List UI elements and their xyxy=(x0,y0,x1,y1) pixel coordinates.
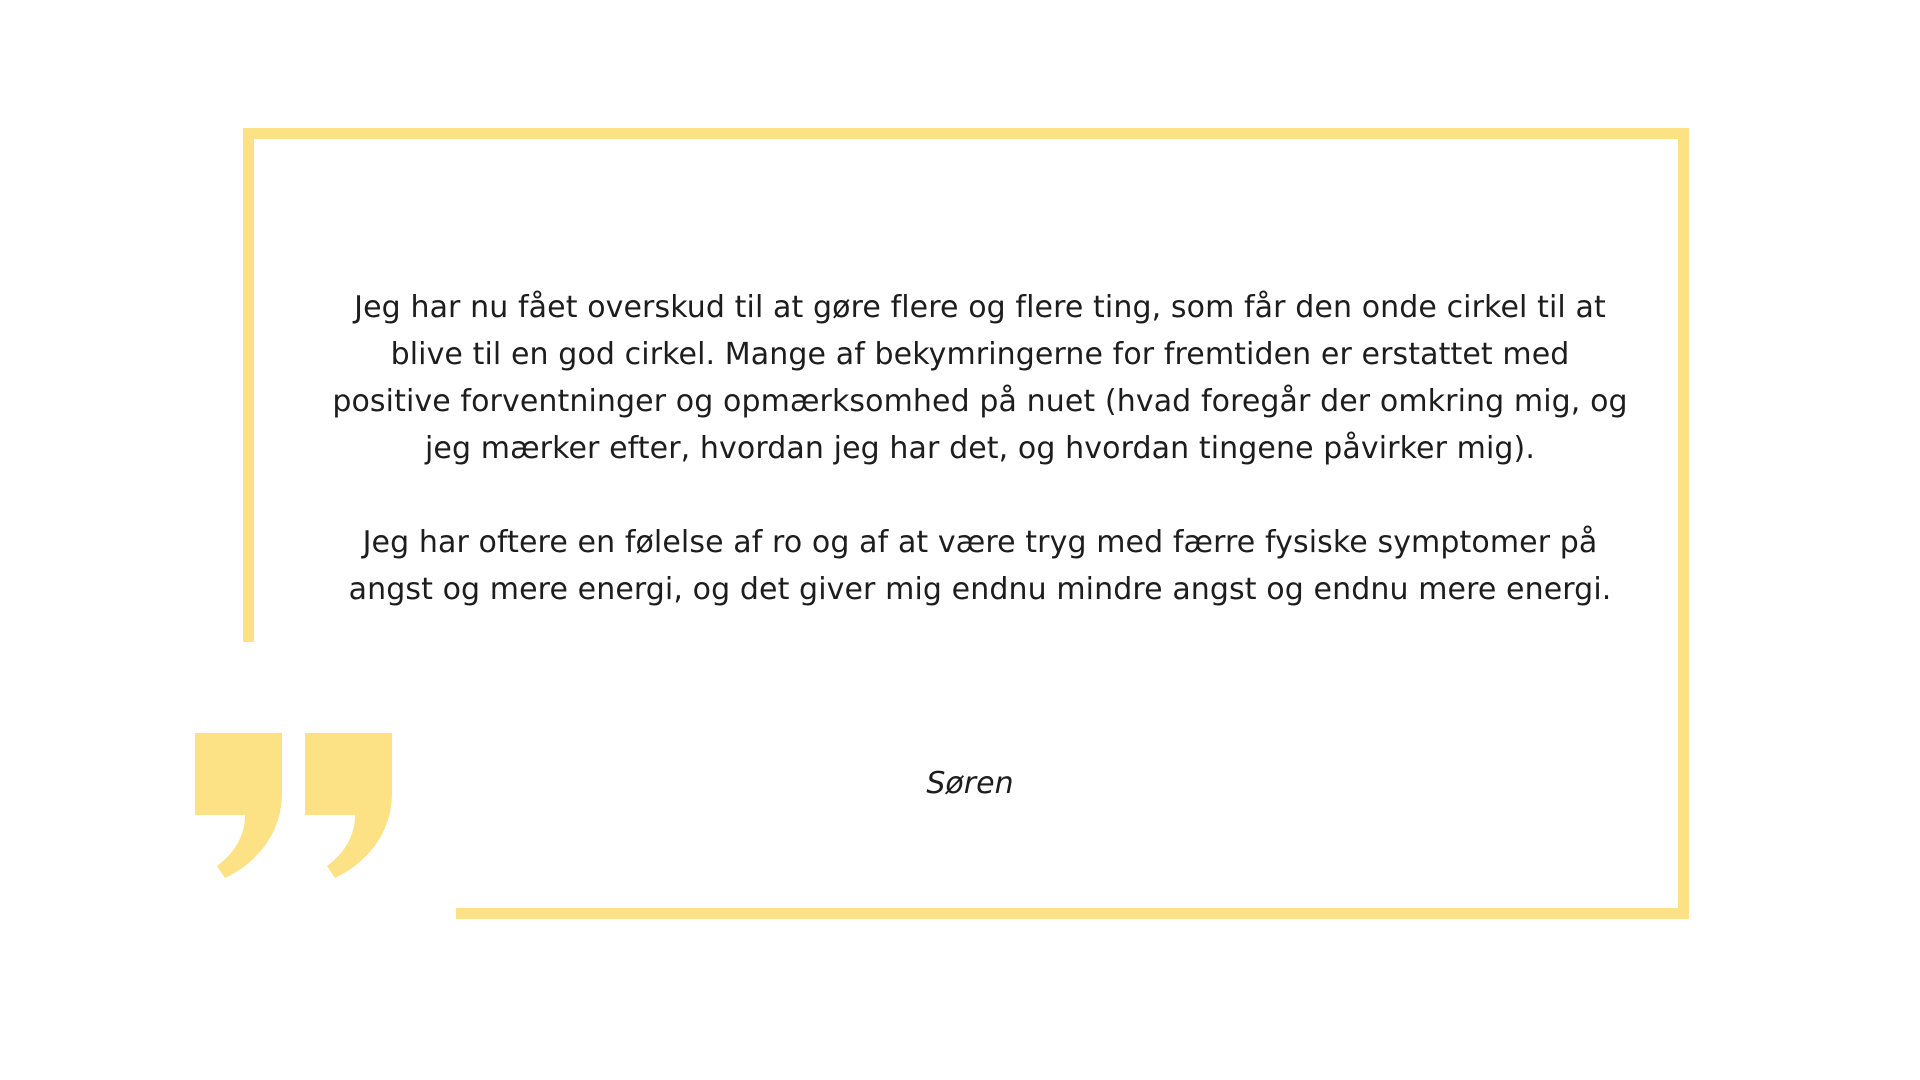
frame-right-border xyxy=(1678,128,1689,919)
testimonial-author: Søren xyxy=(926,766,1014,801)
frame-bottom-border xyxy=(456,908,1689,919)
frame-left-border xyxy=(243,128,254,642)
testimonial-paragraph-1: Jeg har nu fået overskud til at gøre flere og flere ting, som får den onde cirkel til at blive til en god cirkel. Mange af bekymringerne for fremtiden er erstattet med positive forventninger og opmærksomhed på nuet (hvad foregår der omkring mig, og jeg mærker efter, hvordan jeg har det, og hvordan tingene påvirker mig). xyxy=(332,290,1628,466)
testimonial-paragraph-2: Jeg har oftere en følelse af ro og af at være tryg med færre fysiske symptomer på angst og mere energi, og det giver mig endnu mindre angst og endnu mere energi. xyxy=(348,525,1612,607)
frame-top-border xyxy=(243,128,1689,139)
testimonial-quote xyxy=(330,284,1630,660)
closing-quotation-mark-icon xyxy=(195,733,395,878)
